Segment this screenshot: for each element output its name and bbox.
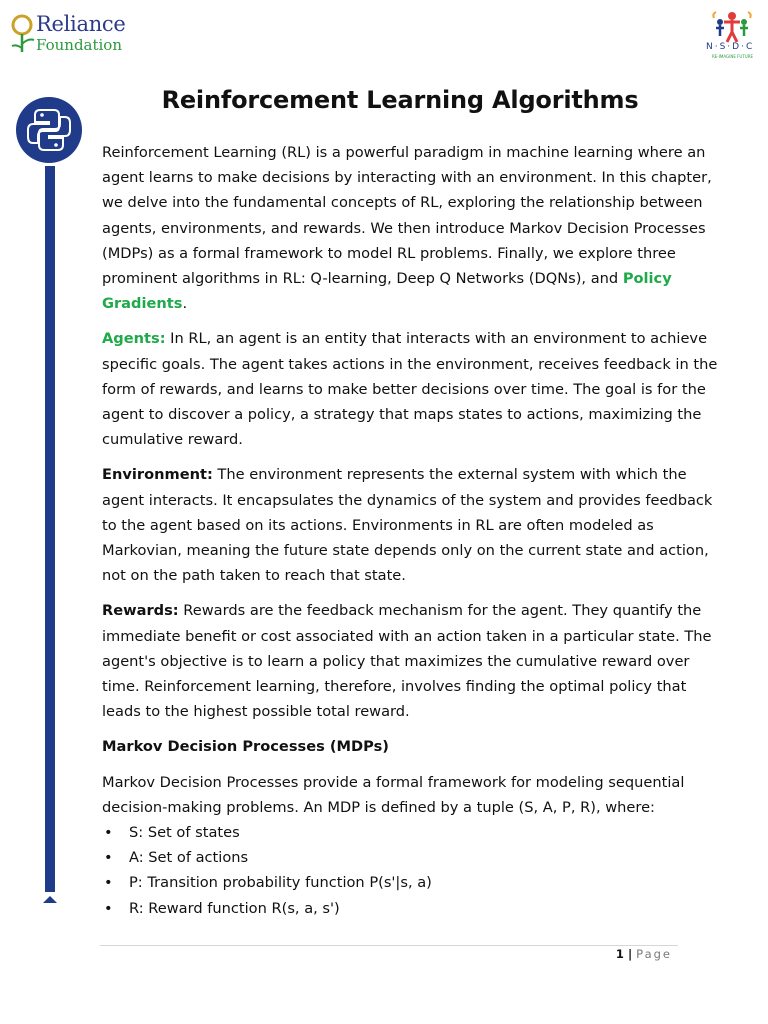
rewards-label: Rewards: xyxy=(102,602,179,620)
reliance-emblem-icon xyxy=(8,14,38,54)
page-number: 1 xyxy=(615,947,624,961)
list-item: • A: Set of actions xyxy=(102,845,726,870)
nsdc-tagline: RE-IMAGINE FUTURE xyxy=(712,54,754,59)
environment-paragraph xyxy=(102,462,726,588)
list-item: • S: Set of states xyxy=(102,820,726,845)
page-word: Page xyxy=(636,947,672,961)
intro-text-end: . xyxy=(182,295,188,313)
list-item: • R: Reward function R(s, a, s') xyxy=(102,896,726,921)
list-item: • P: Transition probability function P(s'|s, a) xyxy=(102,870,726,895)
page-separator: | xyxy=(623,947,637,961)
side-accent-bar xyxy=(45,166,55,892)
agents-paragraph xyxy=(102,326,726,452)
up-arrow-icon xyxy=(43,896,57,903)
mdp-heading: Markov Decision Processes (MDPs) xyxy=(102,738,389,756)
rewards-text: Rewards are the feedback mechanism for the agent. They quantify the immediate benefit or cost associated with an action taken in a particular state. The agent's objective is to learn a policy that maximizes the cumulative reward over time. Reinforcement learning, therefore, involves finding the optimal policy that leads to the highest possible total reward. xyxy=(102,602,712,721)
intro-paragraph xyxy=(102,140,726,316)
mdp-tuple-list xyxy=(102,820,726,921)
nsdc-figures-icon xyxy=(700,10,764,44)
page-footer xyxy=(560,947,672,961)
agents-label: Agents: xyxy=(102,330,166,348)
page-title: Reinforcement Learning Algorithms xyxy=(161,86,639,114)
mdp-paragraph: Markov Decision Processes provide a formal framework for modeling sequential decision-making problems. An MDP is defined by a tuple (S, A, P, R), where: xyxy=(102,773,685,816)
environment-label: Environment: xyxy=(102,466,213,484)
python-logo-icon xyxy=(16,97,82,163)
intro-text: Reinforcement Learning (RL) is a powerful paradigm in machine learning where an agent learns to make decisions by interacting with an environment. In this chapter, we delve into the fundamental concepts of RL, exploring the relationship between agents, environments, and rewards. We then introduce Markov Decision Processes (MDPs) as a formal framework to model RL problems. Finally, we explore three prominent algorithms in RL: Q-learning, Deep Q Networks (DQNs), and xyxy=(102,144,712,288)
agents-text: In RL, an agent is an entity that interacts with an environment to achieve specific goals. The agent takes actions in the environment, receives feedback in the form of rewards, and learns to make better decisions over time. The goal is for the agent to discover a policy, a strategy that maps states to actions, maximizing the cumulative reward. xyxy=(102,330,718,449)
document-body xyxy=(102,140,726,921)
environment-text: The environment represents the external system with which the agent interacts. It encapsulates the dynamics of the system and provides feedback to the agent based on its actions. Environments in RL are often modeled as Markovian, meaning the future state depends only on the current state and action, not on the path taken to reach that state. xyxy=(102,466,713,585)
python-logo-badge xyxy=(16,97,82,163)
reliance-wordmark: Reliance xyxy=(36,12,126,36)
nsdc-wordmark: N·S·D·C xyxy=(706,42,755,52)
nsdc-logo xyxy=(700,10,764,64)
rewards-paragraph xyxy=(102,598,726,724)
footer-divider xyxy=(100,945,678,946)
policy-gradients-highlight: Policy Gradients xyxy=(102,270,672,313)
foundation-wordmark: Foundation xyxy=(36,36,123,54)
reliance-foundation-logo xyxy=(8,12,148,56)
